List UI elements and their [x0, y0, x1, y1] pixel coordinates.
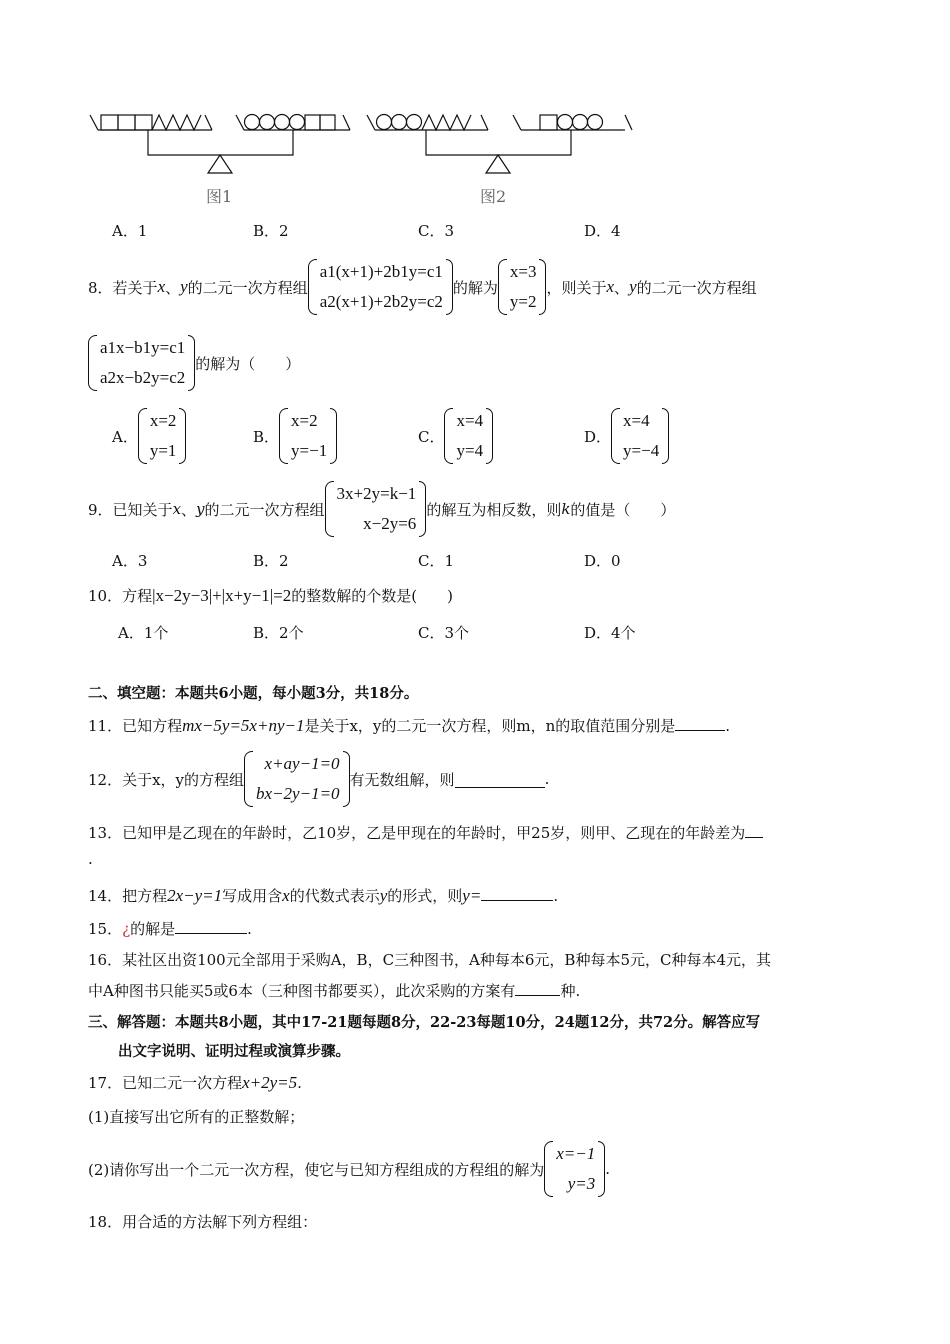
question-16-line2 [88, 979, 580, 1001]
question-8-stem [88, 254, 757, 320]
q8-option-c-line2: y=4 [456, 441, 484, 460]
q15-text: 的解是 [130, 920, 176, 938]
question-14 [88, 884, 558, 906]
q9-pre: 已知关于 [112, 500, 173, 519]
q12-text: 有无数组解，则 [349, 770, 455, 789]
q9-eq2: x−2y=6 [363, 514, 417, 533]
q8-option-a [112, 403, 186, 469]
q8-option-d-line2: y=−4 [623, 441, 660, 460]
q10-option-a: A．1个 [118, 624, 169, 642]
q8-option-a-line1: x=2 [149, 411, 177, 430]
q7-option-b: B．2 [253, 222, 289, 240]
q15-number: 15． [88, 920, 123, 938]
question-11 [88, 714, 730, 736]
q10-pre: 方程 [122, 587, 153, 605]
q8-option-b-line2: y=−1 [291, 441, 328, 460]
q7-option-d: D．4 [584, 222, 621, 240]
q12-system [244, 749, 350, 809]
q9-eq1: 3x+2y=k−1 [336, 484, 417, 503]
q12-answer-blank[interactable] [455, 771, 545, 788]
question-16-line1: 16．某社区出资100元全部用于采购A，B，C三种图书，A种每本6元，B种每本5元，C种每本4元，其 [88, 951, 772, 969]
q10-option-b: B．2个 [253, 624, 304, 642]
question-8-stem-line2 [88, 330, 300, 396]
q9-system [325, 479, 427, 539]
q8-option-b-line1: x=2 [291, 411, 318, 430]
q12-number: 12． [88, 770, 123, 789]
q9-var-k: k [561, 500, 571, 518]
section-3-heading-line2: 出文字说明、证明过程或演算步骤。 [118, 1043, 350, 1060]
figure-1-caption: 图1 [206, 187, 233, 206]
q14-mid: 写成用含 [222, 887, 283, 905]
q8-mid4: 的二元一次方程组 [636, 278, 757, 297]
q11-equation: mx−5y=5x+ny−1 [182, 716, 305, 735]
q8-pre: 若关于 [112, 278, 158, 297]
q9-post: 的解互为相反数，则 [426, 500, 562, 519]
q11-answer-blank[interactable] [675, 714, 725, 731]
balance-figures [80, 105, 650, 210]
q8-var-x-2: x [606, 277, 615, 296]
question-18: 18．用合适的方法解下列方程组： [88, 1213, 318, 1231]
q17-solution [544, 1139, 605, 1199]
q15-answer-blank[interactable] [175, 917, 247, 934]
question-10-stem [88, 585, 453, 606]
question-9-stem [88, 476, 675, 542]
q14-y-eq: y= [462, 886, 482, 905]
q8-var-x: x [157, 277, 166, 296]
q11-pre: 已知方程 [122, 717, 183, 735]
q17-pre: 已知二元一次方程 [122, 1074, 243, 1092]
question-12 [88, 746, 549, 812]
q8-system-1 [308, 257, 453, 317]
q10-option-c: C．3个 [418, 624, 470, 642]
q8-option-a-system [138, 406, 187, 466]
q13-answer-blank[interactable] [745, 821, 763, 838]
q9-option-c: C．1 [418, 552, 455, 570]
q11-text: 是关于x，y的二元一次方程，则m，n的取值范围分别是 [304, 717, 676, 735]
q12-pre: 关于x，y的方程组 [122, 770, 245, 789]
q8-option-c-system [444, 406, 493, 466]
q8-number: 8． [88, 278, 113, 297]
q15-glyph: ¿ [122, 920, 131, 938]
q9-option-a: A．3 [112, 552, 148, 570]
q8-eq4: a2x−b2y=c2 [100, 368, 186, 387]
q14-equation: 2x−y=1 [167, 886, 223, 905]
q7-option-c: C．3 [418, 222, 455, 240]
q9-number: 9． [88, 500, 113, 519]
q9-sep: 、 [181, 500, 197, 519]
q8-sep: 、 [165, 278, 181, 297]
q8-mid2: 的解为 [452, 278, 498, 297]
question-13 [88, 821, 763, 843]
q16-end: 种. [560, 982, 581, 1000]
question-15 [88, 917, 252, 939]
q8-mid1: 的二元一次方程组 [187, 278, 308, 297]
q17-sol1: x=−1 [556, 1144, 596, 1163]
q10-equation: |x−2y−3|+|x+y−1|=2 [152, 586, 292, 605]
q14-var-x: x [282, 886, 290, 905]
q8-sol2: y=2 [509, 292, 537, 311]
q8-option-d-system [611, 406, 669, 466]
q8-option-a-line2: y=1 [149, 441, 177, 460]
q14-end: . [553, 887, 559, 905]
q8-option-d-label: D． [584, 427, 612, 446]
q8-tail: 的解为（ ） [195, 354, 301, 373]
q17-part-2 [88, 1136, 610, 1202]
q13-line2: . [88, 850, 93, 868]
q8-sep-2: 、 [614, 278, 630, 297]
q9-mid: 的二元一次方程组 [204, 500, 325, 519]
q10-number: 10． [88, 587, 123, 605]
q8-option-b-system [279, 406, 337, 466]
q14-pre: 把方程 [122, 887, 168, 905]
q17-sol2: y=3 [567, 1174, 596, 1193]
q8-option-a-label: A． [112, 427, 138, 446]
q8-option-b [253, 403, 337, 469]
q8-option-d-line1: x=4 [623, 411, 650, 430]
q14-answer-blank[interactable] [481, 884, 553, 901]
q8-option-c-label: C． [418, 427, 445, 446]
q17-part-2-end: . [605, 1160, 611, 1178]
q9-option-b: B．2 [253, 552, 289, 570]
q9-option-d: D．0 [584, 552, 621, 570]
q12-end: . [544, 770, 550, 788]
q17-part-1: (1)直接写出它所有的正整数解； [88, 1108, 305, 1126]
q17-equation: x+2y=5 [242, 1073, 298, 1092]
q11-end: . [725, 717, 731, 735]
q9-var-y: y [196, 500, 205, 518]
q7-option-a: A．1 [112, 222, 148, 240]
q8-option-c-line1: x=4 [456, 411, 484, 430]
q15-end: . [247, 920, 252, 938]
q12-eq2: bx−2y−1=0 [256, 784, 340, 803]
q14-number: 14． [88, 887, 123, 905]
q14-var-y: y [379, 886, 388, 905]
q14-mid3: 的形式，则 [387, 887, 463, 905]
q8-mid3: ，则关于 [546, 278, 607, 297]
section-2-heading: 二、填空题：本题共6小题，每小题3分，共18分。 [88, 685, 419, 702]
q8-option-b-label: B． [253, 427, 280, 446]
q8-option-c [418, 403, 493, 469]
q17-end: . [297, 1074, 302, 1092]
q12-eq1: x+ay−1=0 [264, 754, 340, 773]
q8-sol1: x=3 [509, 262, 537, 281]
q8-var-y: y [180, 277, 188, 296]
q8-var-y-2: y [629, 277, 637, 296]
q8-eq3: a1x−b1y=c1 [100, 338, 186, 357]
q9-var-x: x [172, 500, 182, 518]
q8-eq1: a1(x+1)+2b1y=c1 [319, 262, 443, 281]
q9-tail: 的值是（ ） [570, 500, 676, 519]
q8-eq2: a2(x+1)+2b2y=c2 [319, 292, 443, 311]
q11-number: 11． [88, 717, 123, 735]
q17-part-2-text: (2)请你写出一个二元一次方程，使它与已知方程组成的方程组的解为 [88, 1160, 545, 1179]
q10-option-d: D．4个 [584, 624, 636, 642]
q8-option-d [584, 403, 669, 469]
question-17 [88, 1072, 302, 1093]
figure-2-caption: 图2 [480, 187, 507, 206]
q16-answer-blank[interactable] [515, 979, 560, 996]
q10-tail: 的整数解的个数是( ) [291, 587, 453, 605]
q14-mid2: 的代数式表示 [289, 887, 380, 905]
q16-text: 中A种图书只能买5或6本（三种图书都要买），此次采购的方案有 [88, 982, 516, 1000]
section-3-heading: 三、解答题：本题共8小题，其中17-21题每题8分，22-23每题10分，24题12分，共72分。解答应写 [88, 1014, 761, 1031]
q13-text: 13．已知甲是乙现在的年龄时，乙10岁，乙是甲现在的年龄时，甲25岁，则甲、乙现在的年龄差为 [88, 824, 746, 842]
q8-solution [498, 257, 547, 317]
q8-system-2 [88, 333, 195, 393]
q17-number: 17． [88, 1074, 123, 1092]
